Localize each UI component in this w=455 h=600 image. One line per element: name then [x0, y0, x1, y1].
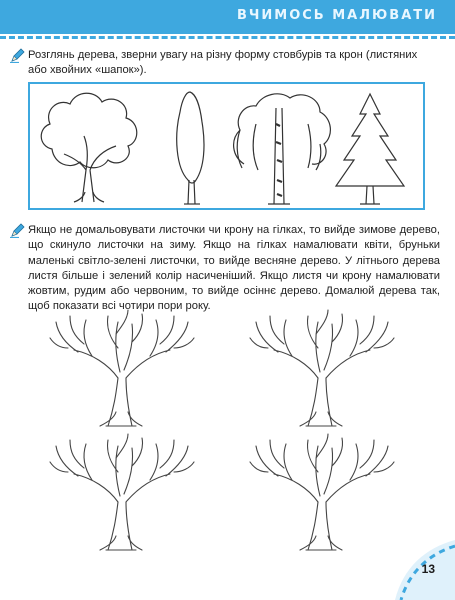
- deciduous-tree: [41, 93, 137, 202]
- bare-tree-bottom-left: [48, 432, 198, 552]
- poplar-tree: [177, 92, 204, 204]
- bare-tree-top-right: [248, 308, 398, 428]
- bare-tree-top-left: [48, 308, 198, 428]
- bare-tree-bottom-right: [248, 432, 398, 552]
- footer-decor-curve: [385, 540, 455, 600]
- pencil-icon: [10, 222, 26, 238]
- section-title: ВЧИМОСЬ МАЛЮВАТИ: [236, 8, 437, 23]
- header-dashed-line: [0, 36, 455, 39]
- birch-tree: [234, 94, 331, 204]
- pencil-icon: [10, 47, 26, 63]
- page-number: 13: [421, 562, 435, 576]
- task2-text: Якщо не домальовувати листочки чи крону на гілках, то вийде зимове дерево, що скинуло листочки на зиму. Якщо на гілках намалювати квіти, бруньки маленькі світло-зелені листочки, то вийде весняне дерево. У літнього дерева листя більше і зелений колір насиченіший. Якщо листя чи крону намалювати жовтим, рудим або червоним, то вийде осіннє дерево. Домалюй дерева так, щоб показати всі чотири пори року.: [28, 224, 440, 313]
- task1-text: Розглянь дерева, зверни увагу на різну форму стовбурів та крон (листяних або хвойних «шапок»).: [28, 49, 418, 77]
- fir-tree: [336, 94, 404, 204]
- tree-examples-frame: [28, 82, 425, 210]
